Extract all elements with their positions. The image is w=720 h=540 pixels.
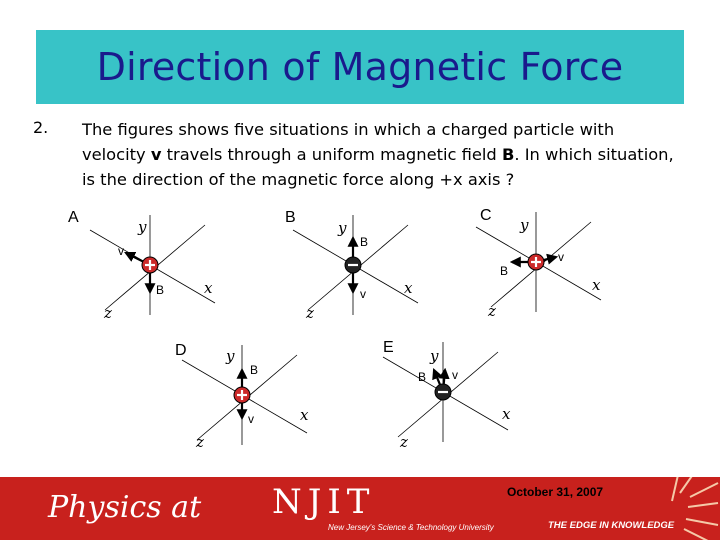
axis-y-label: y [226, 347, 235, 365]
figure-label: B [285, 209, 296, 226]
footer-tagline: THE EDGE IN KNOWLEDGE [548, 520, 675, 531]
axis-y-label: y [430, 347, 439, 365]
velocity-label: v [452, 368, 458, 382]
figure-a [68, 209, 215, 322]
axis-y-label: y [338, 219, 347, 237]
velocity-label: v [360, 287, 366, 301]
figure-b [285, 209, 418, 322]
footer-date: October 31, 2007 [507, 485, 604, 499]
velocity-label: v [558, 250, 564, 264]
figure-label: E [383, 339, 394, 356]
field-label: B [250, 363, 259, 377]
question-number: 2. [33, 118, 49, 137]
footer-brand-left: Physics at [48, 490, 202, 525]
axis-z-label: z [488, 302, 496, 320]
velocity-label: v [118, 244, 124, 258]
footer-university: New Jersey's Science & Technology University [328, 523, 494, 532]
figure-e [383, 339, 511, 451]
axis-z-label: z [104, 304, 112, 322]
figure-d [175, 342, 309, 451]
axis-x-label: x [592, 276, 601, 294]
figure-c [476, 207, 601, 320]
question-part3: . In which situation, is the direction of the magnetic force along +x axis ? [82, 145, 674, 189]
axis-y-label: y [138, 218, 147, 236]
figure-label: C [480, 207, 492, 224]
axis-x-label: x [502, 405, 511, 423]
axis-x-label: x [404, 279, 413, 297]
figure-label: D [175, 342, 187, 359]
axis-z-label: z [306, 304, 314, 322]
footer-banner [0, 477, 720, 540]
figure-label: A [68, 209, 79, 226]
question-v: v [150, 145, 162, 164]
field-label: B [360, 235, 369, 249]
axis-z-label: z [400, 433, 408, 451]
footer-brand-njit: NJIT [272, 482, 376, 522]
axis-z-label: z [196, 433, 204, 451]
field-label: B [500, 264, 509, 278]
field-label: B [156, 283, 165, 297]
axis-y-label: y [520, 216, 529, 234]
question-part2: travels through a uniform magnetic field [161, 145, 502, 164]
velocity-label: v [248, 412, 254, 426]
footer-graphic [0, 477, 720, 540]
axis-x-label: x [300, 406, 309, 424]
question-part1: The figures shows five situations in which a charged particle with velocity [82, 120, 615, 164]
slide-title: Direction of Magnetic Force [96, 45, 624, 89]
question-B: B [501, 145, 515, 164]
field-label: B [418, 370, 427, 384]
axis-x-label: x [204, 279, 213, 297]
